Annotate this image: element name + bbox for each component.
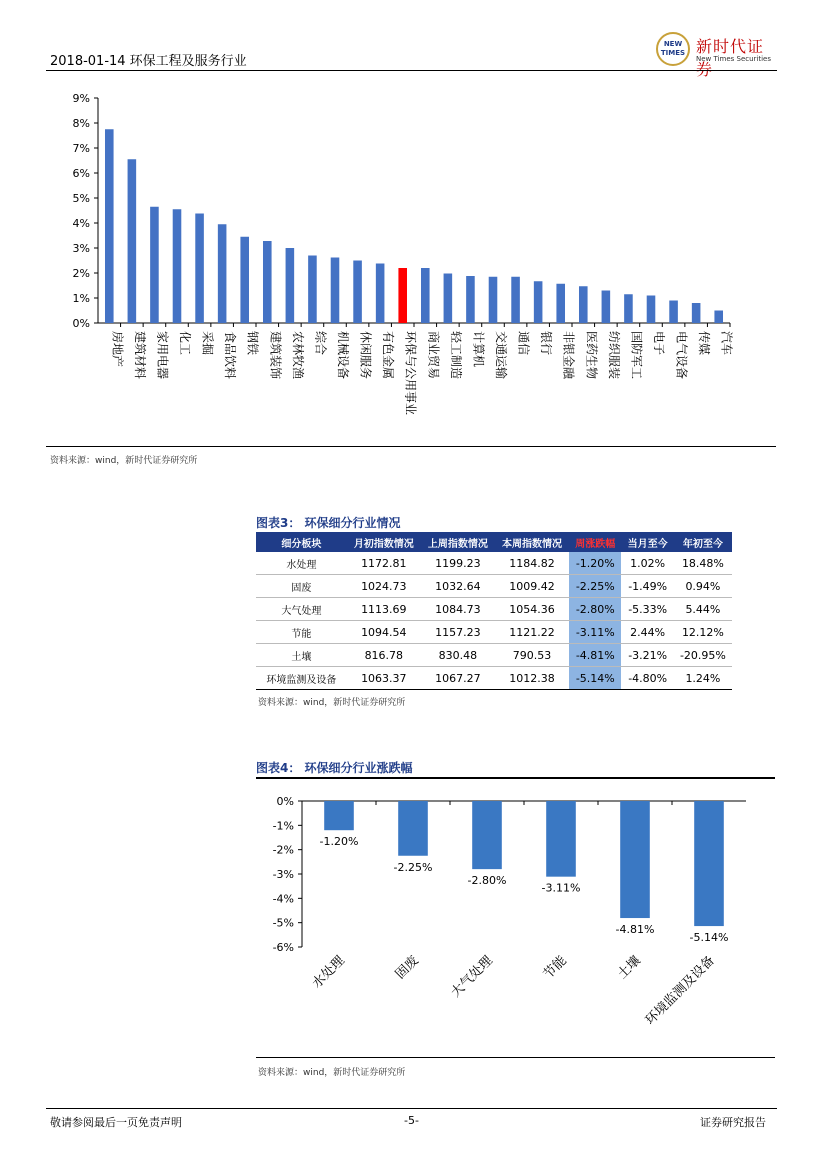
x-tick-label: 休闲服务 bbox=[358, 331, 373, 380]
col-header: 当月至今 bbox=[621, 532, 673, 552]
table-row bbox=[256, 552, 732, 575]
row-label: 环境监测及设备 bbox=[256, 667, 347, 690]
bar bbox=[150, 207, 159, 323]
x-tick-label: 节能 bbox=[540, 953, 570, 983]
bar bbox=[195, 214, 204, 324]
x-tick-label: 建筑装饰 bbox=[268, 331, 283, 380]
table-cell: 1.24% bbox=[674, 667, 732, 690]
table-cell: 2.44% bbox=[621, 621, 673, 644]
table-cell: 5.44% bbox=[674, 598, 732, 621]
table-cell: 18.48% bbox=[674, 552, 732, 575]
bar bbox=[546, 801, 576, 877]
x-tick-label: 环境监测及设备 bbox=[642, 953, 718, 1029]
row-label: 固废 bbox=[256, 575, 347, 598]
bar bbox=[105, 129, 114, 323]
bar bbox=[624, 294, 633, 323]
x-tick-label: 医药生物 bbox=[584, 331, 599, 380]
bar bbox=[444, 274, 453, 324]
bar bbox=[489, 277, 498, 323]
data-label: -5.14% bbox=[689, 931, 729, 945]
table-cell: -20.95% bbox=[674, 644, 732, 667]
x-tick-label: 土壤 bbox=[614, 953, 644, 983]
y-tick-label: 5% bbox=[72, 192, 90, 205]
data-label: -1.20% bbox=[319, 835, 359, 849]
footer-divider bbox=[46, 1108, 777, 1109]
bar bbox=[398, 801, 428, 856]
y-tick-label: -2% bbox=[272, 843, 294, 857]
table-cell: 830.48 bbox=[421, 644, 495, 667]
y-tick-label: -3% bbox=[272, 868, 294, 881]
bar bbox=[240, 237, 249, 323]
data-label: -4.81% bbox=[615, 923, 655, 937]
chart4-divider bbox=[256, 1057, 775, 1058]
table-cell: -5.14% bbox=[569, 667, 621, 690]
bar bbox=[669, 301, 678, 324]
table3-source: 资料来源：wind，新时代证券研究所 bbox=[258, 698, 406, 708]
bar bbox=[218, 224, 227, 323]
bar bbox=[472, 801, 502, 869]
footer-report-type: 证券研究报告 bbox=[700, 1116, 766, 1129]
industry-return-chart bbox=[46, 82, 781, 447]
table-cell: 1094.54 bbox=[347, 621, 421, 644]
col-header: 上周指数情况 bbox=[421, 532, 495, 552]
logo-badge: NEW TIMES bbox=[656, 32, 690, 66]
bar bbox=[263, 241, 272, 323]
bar bbox=[620, 801, 650, 918]
table-cell: -5.33% bbox=[621, 598, 673, 621]
x-tick-label: 房地产 bbox=[110, 331, 125, 368]
x-tick-label: 化工 bbox=[178, 331, 192, 356]
bar bbox=[308, 256, 317, 324]
data-label: -2.80% bbox=[467, 874, 507, 888]
bar bbox=[128, 159, 137, 323]
table-cell: 1184.82 bbox=[495, 552, 569, 575]
col-header-highlight: 周涨跌幅 bbox=[569, 532, 621, 552]
bar bbox=[421, 268, 430, 323]
bar bbox=[331, 258, 340, 324]
table-cell: 1012.38 bbox=[495, 667, 569, 690]
table-row bbox=[256, 575, 732, 598]
table-cell: 790.53 bbox=[495, 644, 569, 667]
header-title: 2018-01-14 环保工程及服务行业 bbox=[50, 54, 247, 69]
bar bbox=[398, 268, 407, 323]
x-tick-label: 国防军工 bbox=[629, 331, 644, 380]
bar bbox=[579, 286, 588, 323]
bar bbox=[324, 801, 354, 830]
x-tick-label: 大气处理 bbox=[448, 953, 496, 1001]
col-header: 本周指数情况 bbox=[495, 532, 569, 552]
y-tick-label: 0% bbox=[276, 795, 294, 808]
x-tick-label: 家用电器 bbox=[155, 331, 170, 380]
subsector-change-chart bbox=[256, 785, 776, 1055]
table-cell: 1009.42 bbox=[495, 575, 569, 598]
bar bbox=[694, 801, 724, 926]
row-label: 大气处理 bbox=[256, 598, 347, 621]
table-cell: 1199.23 bbox=[421, 552, 495, 575]
table-cell: -4.81% bbox=[569, 644, 621, 667]
x-tick-label: 交通运输 bbox=[494, 331, 508, 380]
page-number: -5- bbox=[404, 1114, 419, 1127]
x-tick-label: 建筑材料 bbox=[132, 331, 147, 380]
logo-text-cn: 新时代证券 bbox=[696, 37, 765, 79]
table-cell: 1054.36 bbox=[495, 598, 569, 621]
bar bbox=[647, 296, 656, 324]
table-cell: 0.94% bbox=[674, 575, 732, 598]
table-row bbox=[256, 621, 732, 644]
bar bbox=[692, 303, 701, 323]
data-label: -3.11% bbox=[541, 881, 581, 895]
table-cell: -1.49% bbox=[621, 575, 673, 598]
col-header: 年初至今 bbox=[674, 532, 732, 552]
x-tick-label: 电子 bbox=[652, 331, 666, 356]
col-header: 月初指数情况 bbox=[347, 532, 421, 552]
y-tick-label: -4% bbox=[272, 892, 294, 906]
bar bbox=[173, 209, 182, 323]
table-cell: 1121.22 bbox=[495, 621, 569, 644]
bar bbox=[556, 284, 565, 323]
table-cell: 1157.23 bbox=[421, 621, 495, 644]
table-cell: -3.11% bbox=[569, 621, 621, 644]
bar bbox=[376, 264, 385, 324]
table-cell: 1063.37 bbox=[347, 667, 421, 690]
table-header-row bbox=[256, 532, 732, 552]
bar bbox=[714, 311, 723, 324]
x-tick-label: 非银金融 bbox=[561, 331, 576, 380]
x-tick-label: 银行 bbox=[539, 331, 554, 356]
y-tick-label: 8% bbox=[72, 117, 90, 130]
row-label: 节能 bbox=[256, 621, 347, 644]
table-row bbox=[256, 644, 732, 667]
y-tick-label: -5% bbox=[272, 916, 294, 930]
table-cell: 1084.73 bbox=[421, 598, 495, 621]
header-divider bbox=[46, 70, 777, 71]
y-tick-label: 9% bbox=[72, 92, 90, 105]
data-label: -2.25% bbox=[393, 860, 433, 874]
table-row bbox=[256, 598, 732, 621]
table-cell: -2.80% bbox=[569, 598, 621, 621]
y-tick-label: 7% bbox=[72, 142, 90, 155]
bar bbox=[602, 291, 611, 324]
x-tick-label: 食品饮料 bbox=[223, 331, 238, 380]
bar bbox=[286, 248, 295, 323]
x-tick-label: 计算机 bbox=[471, 331, 486, 368]
table-cell: -2.25% bbox=[569, 575, 621, 598]
chart1-divider bbox=[46, 446, 776, 447]
y-tick-label: 1% bbox=[72, 292, 90, 305]
chart1-source: 资料来源：wind，新时代证券研究所 bbox=[50, 456, 198, 466]
row-label: 土壤 bbox=[256, 644, 347, 667]
table-cell: 1024.73 bbox=[347, 575, 421, 598]
table3-title: 图表3： 环保细分行业情况 bbox=[256, 516, 401, 530]
chart4-title: 图表4： 环保细分行业涨跌幅 bbox=[256, 761, 413, 775]
x-tick-label: 商业贸易 bbox=[426, 331, 441, 380]
x-tick-label: 固废 bbox=[392, 953, 422, 983]
y-tick-label: 3% bbox=[72, 242, 90, 255]
table-cell: -4.80% bbox=[621, 667, 673, 690]
bar bbox=[466, 276, 475, 323]
x-tick-label: 汽车 bbox=[719, 331, 734, 356]
x-tick-label: 农林牧渔 bbox=[290, 331, 305, 380]
table-cell: -1.20% bbox=[569, 552, 621, 575]
bar bbox=[353, 261, 362, 324]
y-tick-label: 6% bbox=[72, 167, 90, 180]
table-cell: 816.78 bbox=[347, 644, 421, 667]
x-tick-label: 机械设备 bbox=[336, 331, 350, 380]
bar bbox=[511, 277, 520, 323]
x-tick-label: 通信 bbox=[516, 331, 531, 356]
x-tick-label: 电气设备 bbox=[674, 331, 689, 380]
x-tick-label: 有色金属 bbox=[381, 331, 396, 380]
row-label: 水处理 bbox=[256, 552, 347, 575]
table-cell: 1032.64 bbox=[421, 575, 495, 598]
subsector-table bbox=[256, 532, 732, 690]
x-tick-label: 纺织服装 bbox=[606, 331, 621, 380]
logo-text-en: New Times Securities bbox=[696, 55, 771, 63]
chart4-title-rule bbox=[256, 777, 775, 779]
table-cell: 1067.27 bbox=[421, 667, 495, 690]
x-tick-label: 钢铁 bbox=[245, 331, 260, 356]
chart4-source: 资料来源：wind，新时代证券研究所 bbox=[258, 1068, 406, 1078]
table-cell: -3.21% bbox=[621, 644, 673, 667]
x-tick-label: 采掘 bbox=[200, 331, 215, 356]
y-tick-label: 4% bbox=[72, 217, 90, 230]
table-row bbox=[256, 667, 732, 690]
footer-disclaimer: 敬请参阅最后一页免责声明 bbox=[50, 1116, 182, 1129]
x-tick-label: 水处理 bbox=[309, 953, 348, 992]
table-cell: 1.02% bbox=[621, 552, 673, 575]
x-tick-label: 环保与公用事业 bbox=[403, 331, 418, 416]
col-header: 细分板块 bbox=[256, 532, 347, 552]
x-tick-label: 传媒 bbox=[697, 331, 712, 356]
company-logo bbox=[652, 30, 780, 79]
table-cell: 1113.69 bbox=[347, 598, 421, 621]
y-tick-label: -6% bbox=[272, 941, 294, 954]
y-tick-label: 0% bbox=[72, 317, 90, 330]
table-cell: 1172.81 bbox=[347, 552, 421, 575]
bar bbox=[534, 281, 543, 323]
x-tick-label: 轻工制造 bbox=[448, 331, 463, 380]
table-cell: 12.12% bbox=[674, 621, 732, 644]
y-tick-label: 2% bbox=[72, 267, 90, 280]
y-tick-label: -1% bbox=[272, 819, 294, 833]
x-tick-label: 综合 bbox=[313, 331, 328, 356]
